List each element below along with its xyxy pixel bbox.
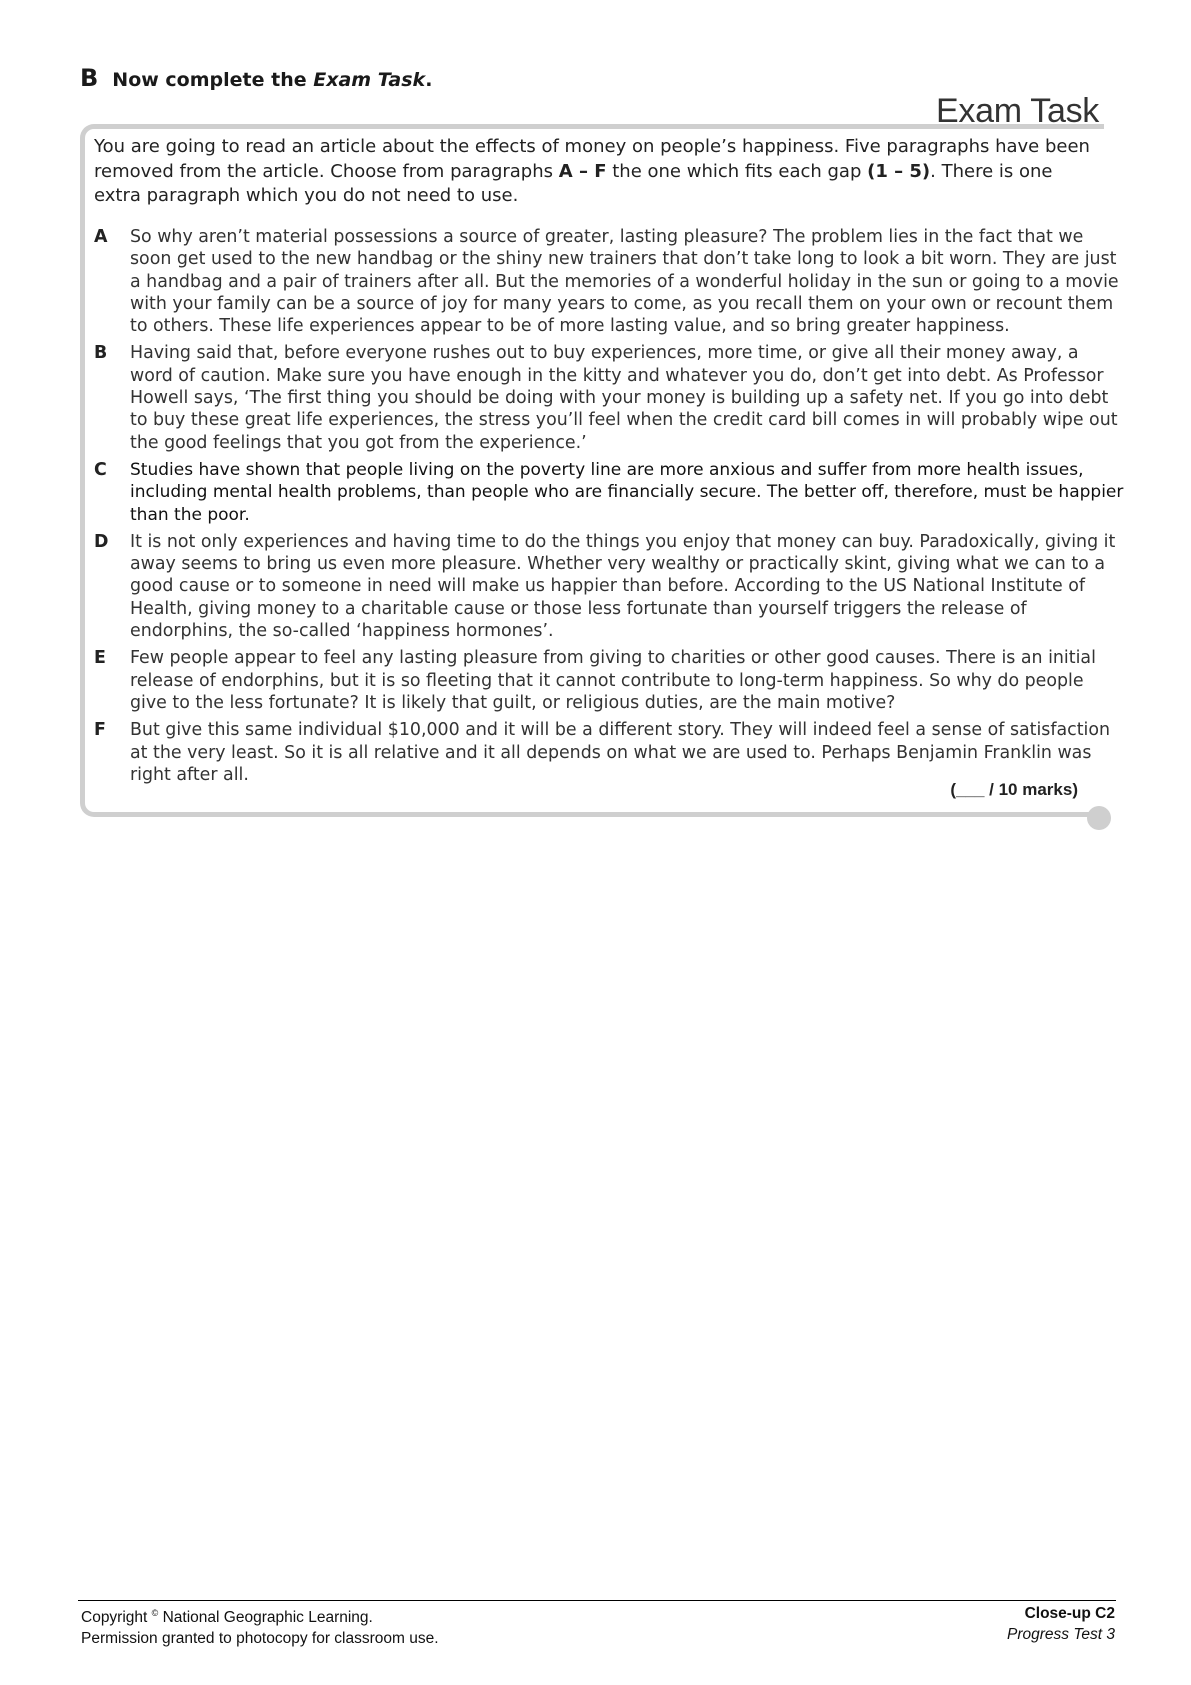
paragraph-e [94, 647, 1124, 714]
paragraph-letter: E [94, 648, 106, 669]
permission-line: Permission granted to photocopy for classroom use. [81, 1630, 439, 1648]
paragraph-a [94, 226, 1124, 337]
paragraph-letter: D [94, 531, 109, 552]
paragraph-text: But give this same individual $10,000 and it will be a different story. They will indeed feel a sense of satisfaction at the very least. So it is all relative and it all depends on what we are used to. Perhaps Benjamin Franklin was right after all. [130, 720, 1111, 785]
course-title: Close-up C2 [1024, 1605, 1115, 1622]
paragraph-f [94, 719, 1124, 786]
copyright-line: Copyright © National Geographic Learning. [81, 1608, 373, 1627]
section-heading [80, 64, 432, 92]
paragraph-text: So why aren’t material possessions a source of greater, lasting pleasure? The problem lies in the fact that we soon get used to the new handbag or the shiny new trainers that don’t take long to look a bit worn. They are just a handbag and a pair of trainers after all. But the memories of a wonderful holiday in the sun or going to a movie with your family can be a source of joy for many years to come, as you recall them on your own or recount them to others. These life experiences appear to be of more lasting value, and so bring greater happiness. [130, 227, 1119, 337]
marks-score: (___ / 10 marks) [950, 780, 1078, 799]
paragraph-letter: A [94, 227, 108, 247]
paragraph-options [94, 226, 1124, 791]
paragraph-text: It is not only experiences and having time to do the things you enjoy that money can buy. Paradoxically, giving it away seems to bring us even more pleasure. Whether very wealthy or practically skint, giving what we can to a good cause or to someone in need will make us happier than before. According to the US National Institute of Health, giving money to a charitable cause or those less fortunate than yourself triggers the release of endorphins, the so-called ‘happiness hormones’. [130, 531, 1116, 642]
test-name: Progress Test 3 [1007, 1626, 1115, 1643]
paragraph-letter: B [94, 343, 108, 364]
paragraph-d [94, 531, 1124, 642]
paragraph-letter: F [94, 720, 106, 741]
footer-divider [78, 1600, 1116, 1601]
section-instruction: Now complete the Exam Task. [112, 69, 433, 91]
box-end-dot [1087, 806, 1111, 830]
section-letter: B [80, 64, 99, 92]
paragraph-b [94, 342, 1124, 453]
footer-course [1007, 1603, 1115, 1645]
task-instructions: You are going to read an article about the effects of money on people’s happiness. Five paragraphs have been removed from the article. Choose from paragraphs A – F the one which fits each gap (1 – 5). There is one extra paragraph which you do not need to use. [94, 136, 1090, 206]
paragraph-text: Studies have shown that people living on the poverty line are more anxious and suffer from more health issues, including mental health problems, than people who are financially secure. The better off, therefore, must be happier than the poor. [130, 459, 1124, 525]
paragraph-text: Few people appear to feel any lasting pleasure from giving to charities or other good causes. There is an initial release of endorphins, but it is so fleeting that it cannot contribute to long-term happiness. So why do people give to the less fortunate? It is likely that guilt, or religious duties, are the main motive? [130, 648, 1096, 713]
exam-task-title: Exam Task [936, 92, 1099, 130]
paragraph-c [94, 459, 1124, 526]
paragraph-letter: C [94, 459, 107, 480]
footer-copyright [81, 1603, 439, 1649]
paragraph-text: Having said that, before everyone rushes out to buy experiences, more time, or give all their money away, a word of caution. Make sure you have enough in the kitty and whatever you do, don’t get into debt. As Professor Howell says, ‘The first thing you should be doing with your money is building up a safety net. If you go into debt to buy these great life experiences, the stress you’ll feel when the credit card bill comes in will probably wipe out the good feelings that you got from the experience.’ [130, 343, 1118, 453]
